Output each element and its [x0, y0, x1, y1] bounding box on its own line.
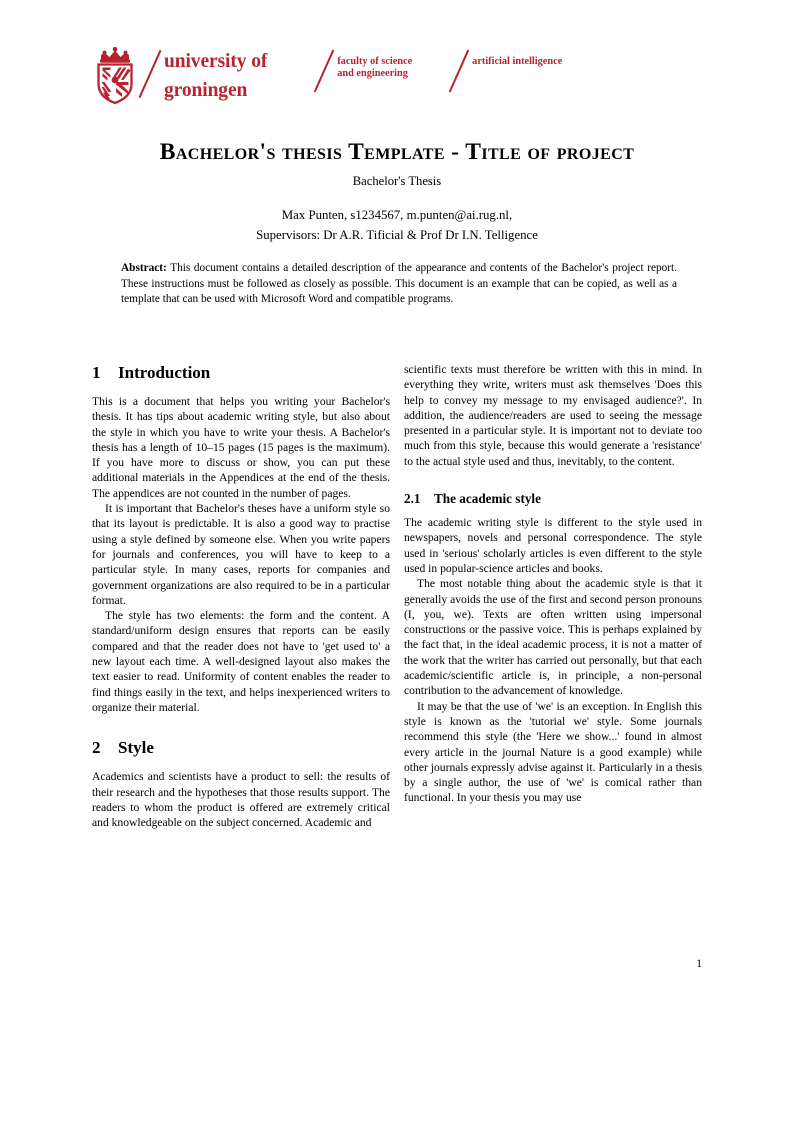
- programme-wordmark: [472, 44, 562, 68]
- section-number-1: 1: [92, 363, 101, 382]
- faculty-line1: faculty of science: [337, 56, 413, 67]
- paragraph: The most notable thing about the academic style is that it generally avoids the use of the first and second person pronouns (I, you, we). Texts are often written using impersonal constructions or the passive voice. This is perhaps explained by the fact that, in the ideal academic process, it is not a matter of the work that the writer has carried out personally, but that each academic/scientific article is, in principle, a non-personal contribution to the advancement of knowledge.: [404, 577, 702, 698]
- thesis-type-subtitle: Bachelor's Thesis: [352, 174, 442, 188]
- letterhead-header: [92, 44, 702, 114]
- supervisor-line: Supervisors: Dr A.R. Tificial & Prof Dr I.N. Telligence: [256, 227, 538, 242]
- subsection-heading-academic-style: [404, 490, 702, 507]
- subsection-gap: [404, 469, 702, 490]
- faculty-wordmark: [337, 44, 412, 81]
- university-crest-icon: [92, 46, 138, 104]
- divider-slash-2: [313, 44, 337, 96]
- section-heading-introduction: [92, 362, 390, 383]
- paragraph-continued: scientific texts must therefore be written with this in mind. In everything they write, writers must ask themselves 'Does this help to convey my message to my envisaged audience?'. In addition, the audience/readers are used to seeing the message presented in a particular style. It is important not to deviate too much from this style, because this would generate a 'resistance' to the actual style used and thus, inevitably, to the content.: [404, 363, 702, 468]
- section-gap: [92, 715, 390, 737]
- paragraph: The style has two elements: the form and the content. A standard/uniform design ensures that reports can be easily compared and that the reader does not have to 'get used to' a new layout each time. A well-designed layout also makes the text easier to read. Uniformity of content enables the reader to find things easily in the text, and helps inexperienced writers to organize their material.: [92, 609, 390, 714]
- university-wordmark-line2: groningen: [164, 79, 248, 101]
- page-number: 1: [696, 958, 702, 970]
- column-right: [404, 362, 702, 806]
- faculty-line2: and engineering: [337, 68, 408, 80]
- paragraph: Academics and scientists have a product to sell: the results of their research and the hypotheses that those results support. The readers to whom the product is offered are extremely critical and knowledgeable on the subject concerned. Academic and: [92, 770, 390, 830]
- subsection-number-2-1: 2.1: [404, 491, 421, 507]
- university-wordmark-line1: university of: [164, 51, 268, 72]
- university-wordmark: [164, 44, 267, 101]
- paragraph: This is a document that helps you writing your Bachelor's thesis. It has tips about academic writing style, but also about the style in which you have to write your thesis. A Bachelor's thesis has a length of 10–15 pages (15 pages is the maximum). If you have more to discuss or show, you can put these additional materials in the Appendices at the end of the thesis. The appendices are not counted in the number of pages.: [92, 395, 390, 500]
- programme-label: artificial intelligence: [472, 56, 563, 67]
- paragraph: It may be that the use of 'we' is an exception. In English this style is known as the 'tutorial we' style. Some journals recommend this style (the 'Here we show...' found in almost every article in the journal Nature is a good example) while other journals expressly advise against it. Particularly in a thesis by a single author, the use of 'we' is comical rather than functional. In your thesis you may use: [404, 699, 702, 805]
- abstract-label: Abstract:: [121, 262, 167, 274]
- paragraph: It is important that Bachelor's theses have a uniform style so that its layout is predictable. It is also a good way to practise using a style defined by someone else. When you write papers for journals and conferences, you will have to keep to a particular style. In many cases, reports for companies and government organizations are also required to be in a particular format.: [92, 502, 390, 607]
- author-block: [60, 206, 734, 245]
- page-title: Bachelor's thesis Template - Title of project: [159, 139, 635, 165]
- divider-slash-1: [138, 44, 164, 102]
- divider-slash-3: [448, 44, 472, 96]
- section-heading-style: [92, 737, 390, 758]
- section-title-1: Introduction: [118, 363, 211, 382]
- column-left: [92, 362, 390, 830]
- section-title-2: Style: [118, 738, 154, 758]
- abstract-block: [121, 261, 677, 308]
- author-line: Max Punten, s1234567, m.punten@ai.rug.nl,: [281, 208, 513, 222]
- section-number-2: 2: [92, 738, 101, 758]
- paragraph: The academic writing style is different to the style used in newspapers, novels and personal correspondence. The style used in 'serious' scholarly articles is even different to the style used in popular-science articles and books.: [404, 516, 702, 575]
- subsection-title-2-1: The academic style: [434, 491, 541, 507]
- abstract-text: This document contains a detailed description of the appearance and contents of the Bachelor's project report. These instructions must be followed as closely as possible. This document is an example that can be copied, as well as a template that can be used with Microsoft Word and compatible programs.: [121, 262, 677, 306]
